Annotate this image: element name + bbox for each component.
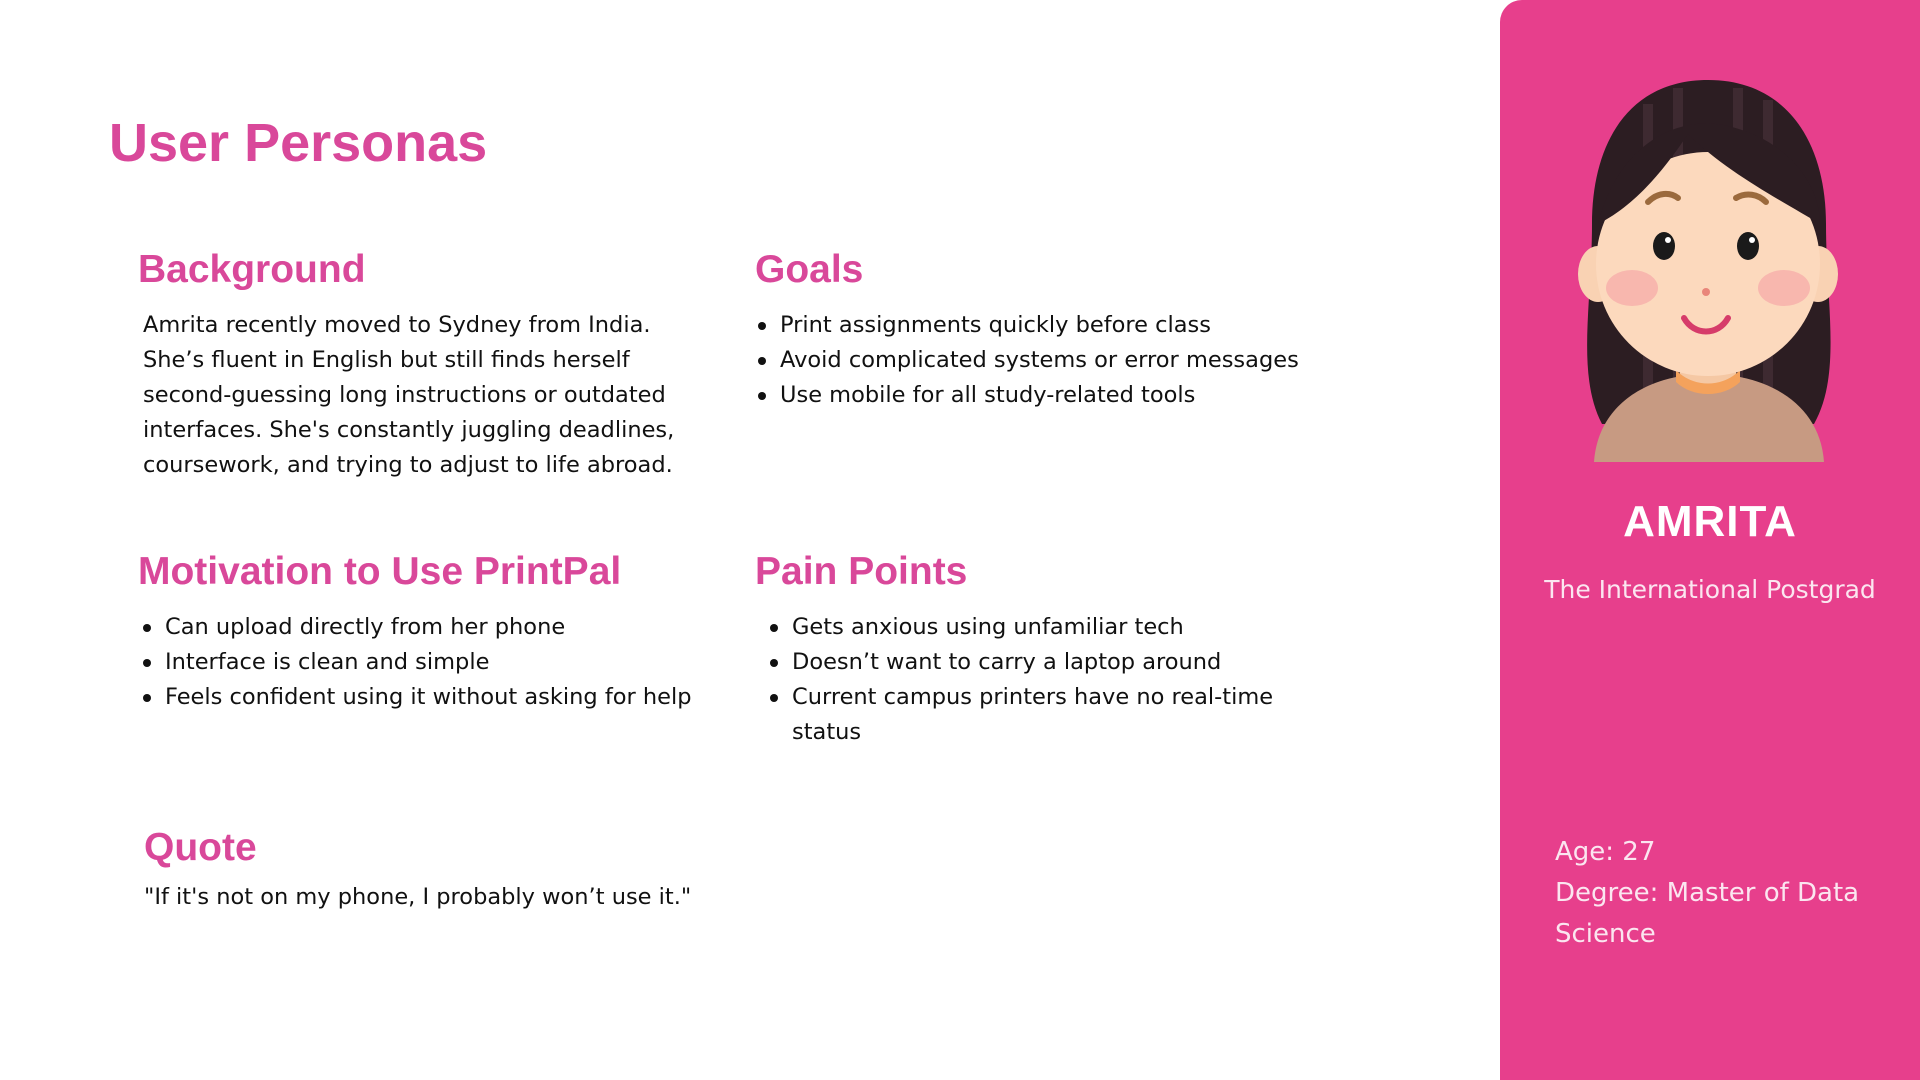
pain-points-section — [755, 546, 1315, 750]
pain-points-heading: Pain Points — [755, 550, 968, 593]
goals-item: Print assignments quickly before class — [756, 308, 1315, 343]
pain-points-item: Current campus printers have no real-time status — [768, 680, 1292, 750]
pain-points-list — [768, 610, 1315, 750]
goals-section — [755, 244, 1315, 413]
motivation-item: Interface is clean and simple — [141, 645, 698, 680]
background-section — [138, 244, 698, 483]
quote-text: "If it's not on my phone, I probably won’t use it." — [144, 884, 692, 910]
quote-heading: Quote — [144, 826, 257, 869]
goals-item: Use mobile for all study-related tools — [756, 378, 1315, 413]
goals-item: Avoid complicated systems or error messages — [756, 343, 1315, 378]
goals-list — [756, 308, 1315, 413]
motivation-item: Can upload directly from her phone — [141, 610, 698, 645]
persona-details — [1555, 832, 1875, 955]
persona-name: AMRITA — [1623, 497, 1797, 546]
persona-subtitle: The International Postgrad — [1544, 575, 1876, 604]
motivation-section — [138, 546, 698, 715]
pain-points-item: Gets anxious using unfamiliar tech — [768, 610, 1292, 645]
woman-avatar-icon — [1558, 74, 1858, 462]
persona-card — [1500, 0, 1920, 1080]
background-text: Amrita recently moved to Sydney from India. She’s fluent in English but still finds herself second-guessing long instructions or outdated interfaces. She's constantly juggling deadlines, coursework, and trying to adjust to life abroad. — [143, 312, 675, 478]
motivation-item: Feels confident using it without asking for help — [141, 680, 698, 715]
motivation-heading: Motivation to Use PrintPal — [138, 550, 622, 593]
goals-heading: Goals — [755, 248, 864, 291]
persona-age: Age: 27 — [1555, 837, 1656, 867]
background-heading: Background — [138, 248, 366, 291]
page-title: User Personas — [109, 113, 488, 173]
persona-degree: Degree: Master of Data Science — [1555, 878, 1860, 949]
quote-section — [144, 822, 844, 915]
pain-points-item: Doesn’t want to carry a laptop around — [768, 645, 1292, 680]
motivation-list — [141, 610, 698, 715]
